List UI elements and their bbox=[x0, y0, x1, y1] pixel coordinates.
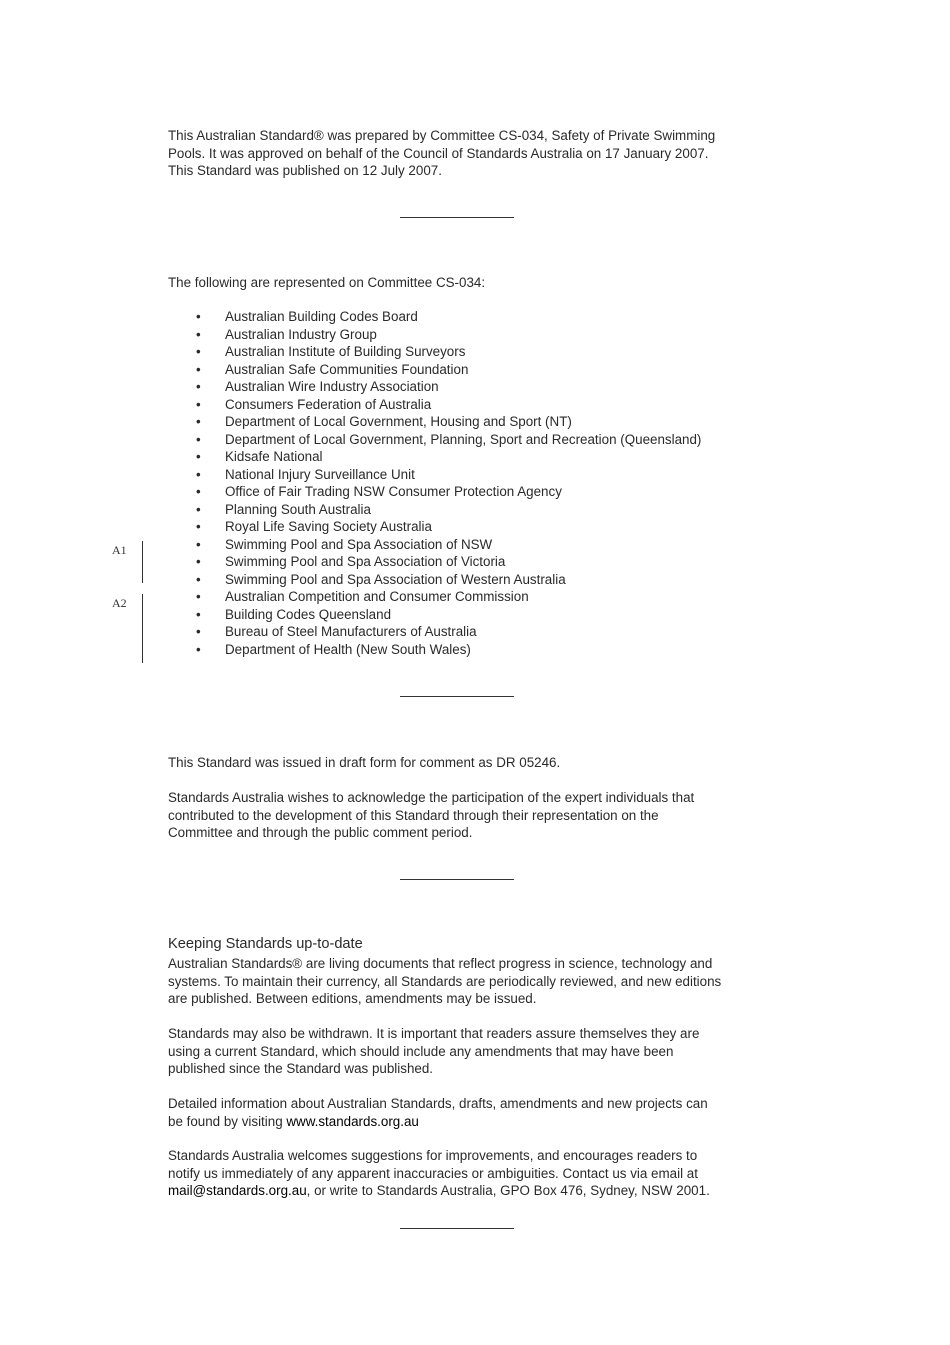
amendment-mark-a1: A1 bbox=[112, 543, 127, 557]
list-item: • Australian Building Codes Board bbox=[168, 308, 768, 326]
list-item: • Australian Wire Industry Association bbox=[168, 378, 768, 396]
text-line: are published. Between editions, amendments may be issued. bbox=[168, 991, 537, 1006]
text-line: published since the Standard was published. bbox=[168, 1061, 434, 1076]
section-divider bbox=[400, 1228, 514, 1229]
text-line: Detailed information about Australian Standards, drafts, amendments and new projects can bbox=[168, 1096, 708, 1111]
list-item: • Building Codes Queensland bbox=[168, 606, 768, 624]
amendment-mark-a2: A2 bbox=[112, 596, 127, 610]
list-item: • Australian Institute of Building Surveyors bbox=[168, 343, 768, 361]
list-item: • Australian Industry Group bbox=[168, 326, 768, 344]
text-line: Pools. It was approved on behalf of the Council of Standards Australia on 17 January 2007. bbox=[168, 145, 709, 161]
list-item: • Australian Safe Communities Foundation bbox=[168, 361, 768, 379]
draft-issue-note: This Standard was issued in draft form for comment as DR 05246. bbox=[168, 755, 561, 770]
text-line: using a current Standard, which should include any amendments that may have been bbox=[168, 1043, 674, 1059]
committee-member-list bbox=[168, 308, 768, 658]
text-line: Committee and through the public comment period. bbox=[168, 825, 473, 840]
list-item: • Swimming Pool and Spa Association of NSW bbox=[168, 536, 768, 554]
keeping-paragraph-4 bbox=[168, 1147, 758, 1200]
section-divider bbox=[400, 696, 514, 697]
list-item: • Department of Local Government, Housing and Sport (NT) bbox=[168, 413, 768, 431]
list-item: • Office of Fair Trading NSW Consumer Protection Agency bbox=[168, 483, 768, 501]
list-item: • Bureau of Steel Manufacturers of Australia bbox=[168, 623, 768, 641]
text-line: Standards Australia wishes to acknowledge the participation of the expert individuals that bbox=[168, 790, 695, 805]
list-item: • Swimming Pool and Spa Association of Victoria bbox=[168, 553, 768, 571]
list-item: • Swimming Pool and Spa Association of Western Australia bbox=[168, 571, 768, 589]
list-item: • Kidsafe National bbox=[168, 448, 768, 466]
text-line: systems. To maintain their currency, all Standards are periodically reviewed, and new editions bbox=[168, 973, 722, 989]
keeping-paragraph-1 bbox=[168, 955, 768, 1008]
list-item: • Department of Local Government, Planning, Sport and Recreation (Queensland) bbox=[168, 431, 768, 449]
amendment-bar-a1 bbox=[142, 541, 143, 583]
text-line: notify us immediately of any apparent inaccuracies or ambiguities. Contact us via email at bbox=[168, 1165, 698, 1181]
section-divider bbox=[400, 879, 514, 880]
text-line: Australian Standards® are living documents that reflect progress in science, technology and bbox=[168, 956, 713, 971]
keeping-paragraph-2 bbox=[168, 1025, 758, 1078]
list-item: • National Injury Surveillance Unit bbox=[168, 466, 768, 484]
amendment-bar-a2 bbox=[142, 594, 143, 663]
text-line: Standards may also be withdrawn. It is important that readers assure themselves they are bbox=[168, 1026, 700, 1041]
acknowledgement-paragraph bbox=[168, 789, 758, 842]
list-item: • Consumers Federation of Australia bbox=[168, 396, 768, 414]
text-line: be found by visiting bbox=[168, 1113, 287, 1129]
email-link[interactable]: mail@standards.org.au bbox=[168, 1183, 307, 1198]
list-item: • Planning South Australia bbox=[168, 501, 768, 519]
text-line: , or write to Standards Australia, GPO Box 476, Sydney, NSW 2001. bbox=[306, 1183, 710, 1198]
text-line: This Australian Standard® was prepared by Committee CS-034, Safety of Private Swimming bbox=[168, 128, 716, 143]
text-line: Standards Australia welcomes suggestions for improvements, and encourages readers to bbox=[168, 1148, 698, 1163]
list-item: • Australian Competition and Consumer Commission bbox=[168, 588, 768, 606]
list-item: • Department of Health (New South Wales) bbox=[168, 641, 768, 659]
preparation-paragraph bbox=[168, 127, 758, 180]
text-line: This Standard was published on 12 July 2007. bbox=[168, 163, 442, 178]
section-divider bbox=[400, 217, 514, 218]
committee-intro: The following are represented on Committee CS-034: bbox=[168, 275, 486, 290]
list-item: • Royal Life Saving Society Australia bbox=[168, 518, 768, 536]
section-heading: Keeping Standards up-to-date bbox=[168, 936, 363, 952]
text-line: contributed to the development of this Standard through their representation on the bbox=[168, 807, 659, 823]
keeping-paragraph-3 bbox=[168, 1095, 758, 1130]
website-link[interactable]: www.standards.org.au bbox=[286, 1113, 419, 1129]
